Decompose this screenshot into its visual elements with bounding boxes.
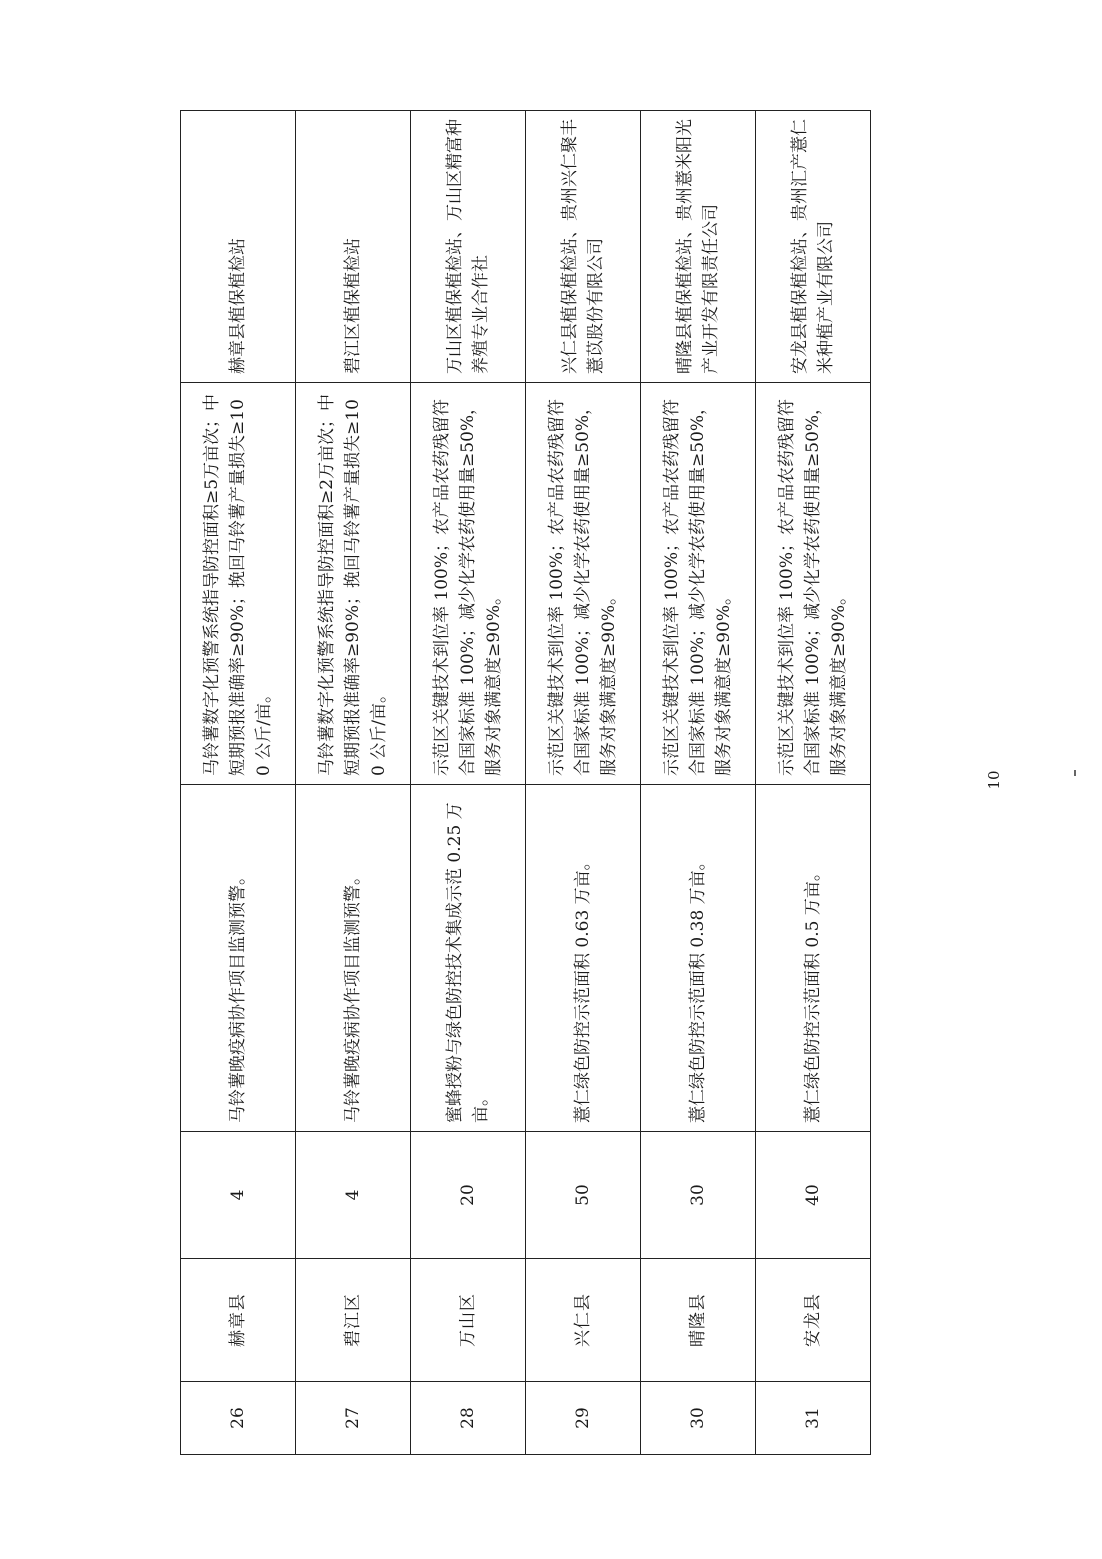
rotated-table-container xyxy=(180,110,870,1455)
implementing-unit-cell: 万山区植保植检站、万山区精富种养殖专业合作社 xyxy=(411,111,526,383)
implementing-unit-cell: 兴仁县植保植检站、贵州兴仁聚丰薏苡股份有限公司 xyxy=(526,111,641,383)
table-row xyxy=(296,111,411,1455)
implementing-unit-cell: 安龙县植保植检站、贵州汇产薏仁米种植产业有限公司 xyxy=(756,111,871,383)
content-cell: 马铃薯晚疫病协作项目监测预警。 xyxy=(181,785,296,1132)
target-cell: 示范区关键技术到位率 100%；农产品农药残留符合国家标准 100%；减少化学农药使用量≥50%，服务对象满意度≥90%。 xyxy=(641,383,756,785)
fund-cell: 4 xyxy=(181,1132,296,1259)
content-cell: 薏仁绿色防控示范面积 0.5 万亩。 xyxy=(756,785,871,1132)
table-row xyxy=(411,111,526,1455)
county-cell: 碧江区 xyxy=(296,1259,411,1382)
fund-cell: 20 xyxy=(411,1132,526,1259)
table-rotation-frame xyxy=(180,110,870,1455)
implementing-unit-cell: 赫章县植保植检站 xyxy=(181,111,296,383)
content-cell: 薏仁绿色防控示范面积 0.38 万亩。 xyxy=(641,785,756,1132)
county-cell: 赫章县 xyxy=(181,1259,296,1382)
row-number-cell: 29 xyxy=(526,1382,641,1455)
row-number-cell: 26 xyxy=(181,1382,296,1455)
content-cell: 蜜蜂授粉与绿色防控技术集成示范 0.25 万亩。 xyxy=(411,785,526,1132)
fund-cell: 30 xyxy=(641,1132,756,1259)
row-number-cell: 31 xyxy=(756,1382,871,1455)
row-number-cell: 28 xyxy=(411,1382,526,1455)
table-row xyxy=(181,111,296,1455)
target-cell: 示范区关键技术到位率 100%；农产品农药残留符合国家标准 100%；减少化学农药使用量≥50%，服务对象满意度≥90%。 xyxy=(526,383,641,785)
table-row xyxy=(526,111,641,1455)
project-table xyxy=(180,110,871,1455)
target-cell: 示范区关键技术到位率 100%；农产品农药残留符合国家标准 100%；减少化学农药使用量≥50%，服务对象满意度≥90%。 xyxy=(411,383,526,785)
page-number: 10 xyxy=(985,770,1003,790)
content-cell: 马铃薯晚疫病协作项目监测预警。 xyxy=(296,785,411,1132)
fund-cell: 50 xyxy=(526,1132,641,1259)
scan-mark xyxy=(1074,770,1076,776)
table-row xyxy=(756,111,871,1455)
content-cell: 薏仁绿色防控示范面积 0.63 万亩。 xyxy=(526,785,641,1132)
county-cell: 万山区 xyxy=(411,1259,526,1382)
row-number-cell: 27 xyxy=(296,1382,411,1455)
target-cell: 示范区关键技术到位率 100%；农产品农药残留符合国家标准 100%；减少化学农药使用量≥50%，服务对象满意度≥90%。 xyxy=(756,383,871,785)
target-cell: 马铃薯数字化预警系统指导防控面积≥2万亩次；中短期预报准确率≥90%；挽回马铃薯产量损失≥100 公斤/亩。 xyxy=(296,383,411,785)
county-cell: 兴仁县 xyxy=(526,1259,641,1382)
table-row xyxy=(641,111,756,1455)
county-cell: 晴隆县 xyxy=(641,1259,756,1382)
target-cell: 马铃薯数字化预警系统指导防控面积≥5万亩次；中短期预报准确率≥90%；挽回马铃薯产量损失≥100 公斤/亩。 xyxy=(181,383,296,785)
row-number-cell: 30 xyxy=(641,1382,756,1455)
fund-cell: 40 xyxy=(756,1132,871,1259)
implementing-unit-cell: 碧江区植保植检站 xyxy=(296,111,411,383)
county-cell: 安龙县 xyxy=(756,1259,871,1382)
fund-cell: 4 xyxy=(296,1132,411,1259)
implementing-unit-cell: 晴隆县植保植检站、贵州薏米阳光产业开发有限责任公司 xyxy=(641,111,756,383)
